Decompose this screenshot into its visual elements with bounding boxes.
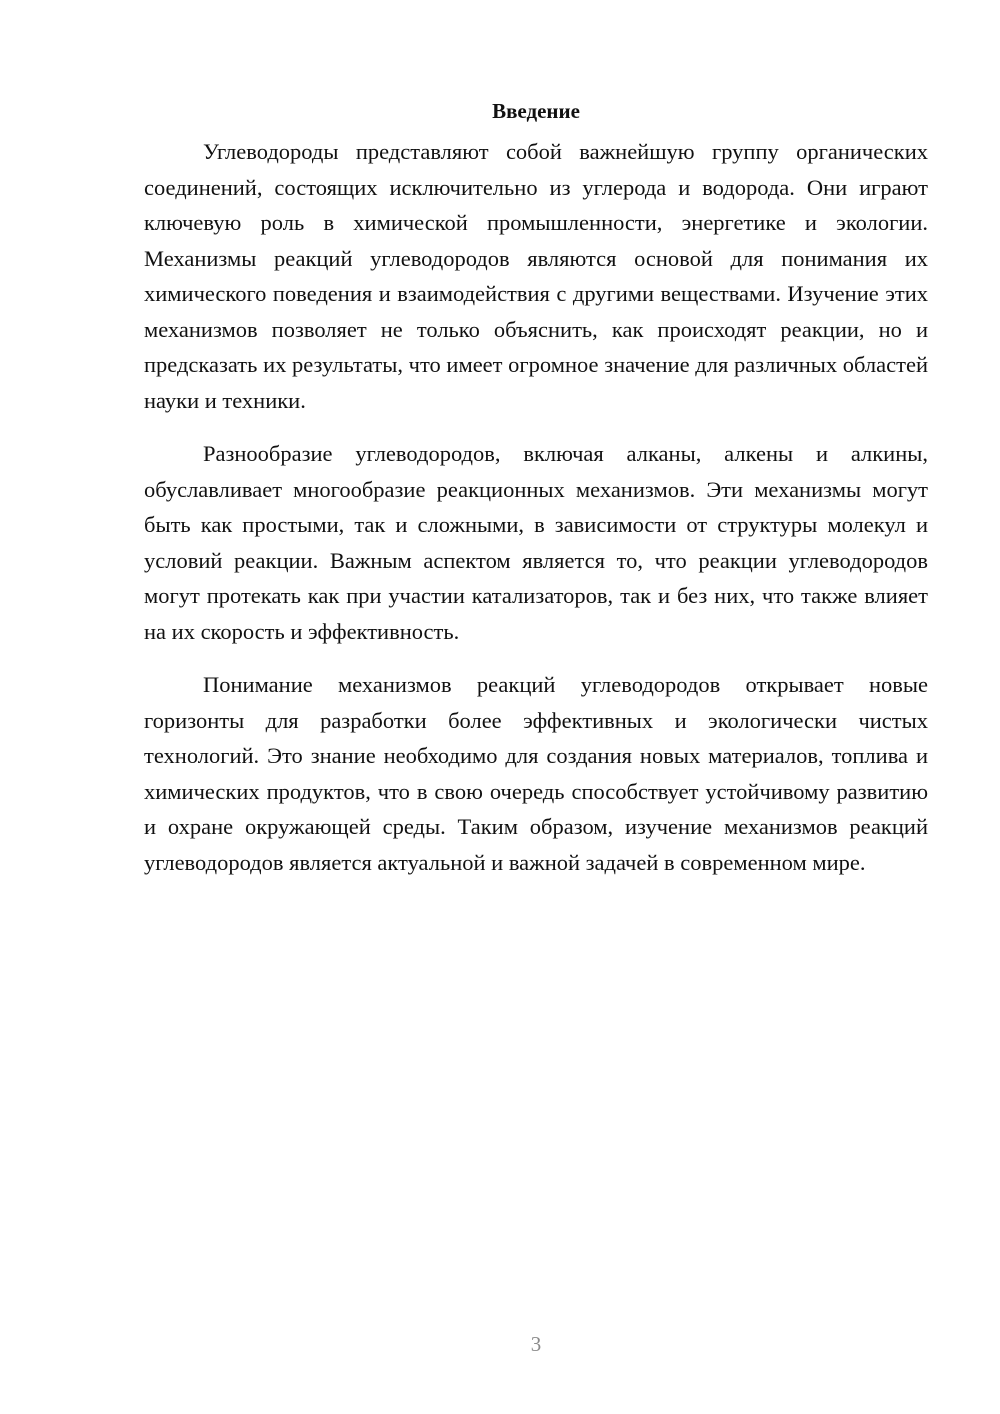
paragraph-1: Углеводороды представляют собой важнейшую группу органических соединений, состоящих исключительно из углерода и водорода. Они играют ключевую роль в химической промышленности, энергетике и экологии. Механизмы реакций углеводородов являются основой для понимания их химического поведения и взаимодействия с другими веществами. Изучение этих механизмов позволяет не только объяснить, как происходят реакции, но и предсказать их результаты, что имеет огромное значение для различных областей науки и техники. — [144, 139, 928, 413]
section-heading: Введение — [492, 99, 580, 123]
page-content — [144, 96, 928, 898]
paragraph-3: Понимание механизмов реакций углеводородов открывает новые горизонты для разработки более эффективных и экологически чистых технологий. Это знание необходимо для создания новых материалов, топлива и химических продуктов, что в свою очередь способствует устойчивому развитию и охране окружающей среды. Таким образом, изучение механизмов реакций углеводородов является актуальной и важной задачей в современном мире. — [144, 672, 928, 875]
paragraph-2: Разнообразие углеводородов, включая алканы, алкены и алкины, обуславливает многообразие реакционных механизмов. Эти механизмы могут быть как простыми, так и сложными, в зависимости от структуры молекул и условий реакции. Важным аспектом является то, что реакции углеводородов могут протекать как при участии катализаторов, так и без них, что также влияет на их скорость и эффективность. — [144, 441, 928, 644]
page-number: 3 — [530, 1332, 542, 1356]
